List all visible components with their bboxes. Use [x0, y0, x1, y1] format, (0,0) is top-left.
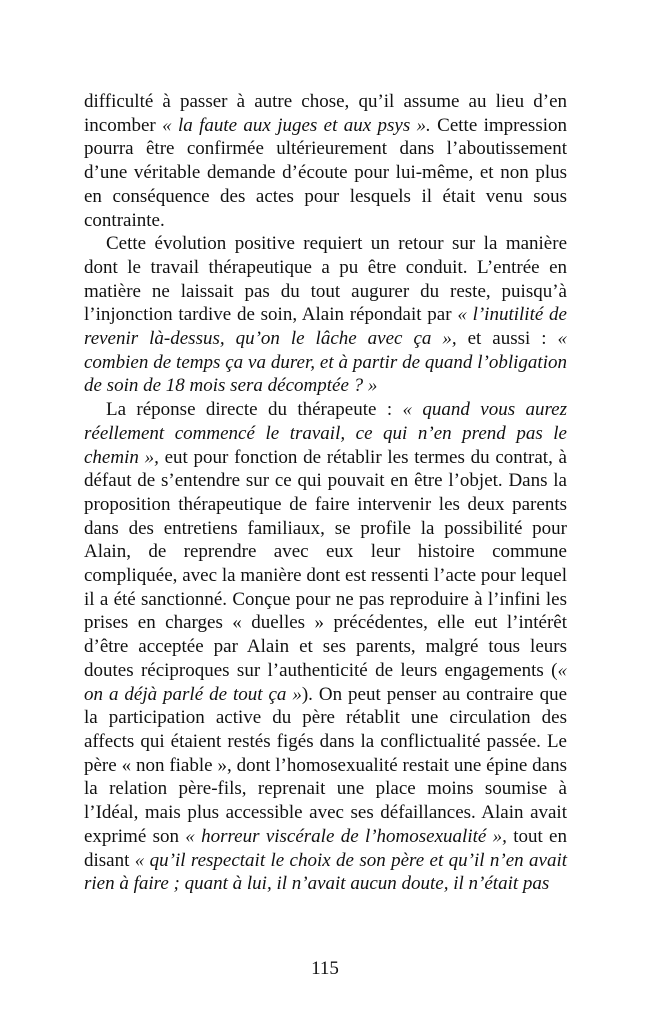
paragraph-3-segment: tout en disant: [84, 825, 567, 871]
page-body: [84, 90, 567, 896]
paragraph-3-italic-quote: « qu’il respectait le choix de son père et qu’il n’en avait rien à faire ; quant à lui, il n’avait aucun doute, il n’était pas: [84, 849, 567, 895]
paragraph-1: [84, 90, 567, 232]
paragraph-1-italic-quote: « la faute aux juges et aux psys ».: [162, 114, 431, 136]
paragraph-2-segment: et aussi :: [456, 328, 558, 350]
paragraph-3-segment: La réponse directe du thérapeute :: [106, 399, 403, 421]
paragraph-3-segment: eut pour fonction de rétablir les termes du contrat, à défaut de s’entendre sur ce qui pouvait en être l’objet. Dans la proposition thérapeutique de faire intervenir les deux parents dans des entretiens familiaux, se profile la possibilité pour Alain, de reprendre avec eux leur histoire commune compliquée, avec la manière dont est ressenti l’acte pour lequel il a été sanctionné. Conçue pour ne pas reproduire à l’infini les prises en charges « duelles » précédentes, elle eut l’intérêt d’être acceptée par Alain et ses parents, malgré tous leurs doutes réciproques sur l’authenticité de leurs engagements (: [84, 446, 567, 681]
paragraph-2: [84, 232, 567, 398]
paragraph-1-segment: difficulté à passer à autre chose, qu’il assume au lieu d’en incomber: [84, 91, 567, 136]
paragraph-3: [84, 398, 567, 896]
paragraph-2-italic-quote: « l’inutilité de revenir là-dessus, qu’on le lâche avec ça »,: [84, 304, 567, 350]
paragraph-3-italic-quote: « quand vous aurez réellement commencé le travail, ce qui n’en prend pas le chemin »,: [84, 399, 567, 468]
paragraph-3-italic-quote: « on a déjà parlé de tout ça »: [84, 659, 567, 705]
paragraph-1-segment: Cette impression pourra être confirmée ultérieurement dans l’aboutissement d’une véritable demande d’écoute pour lui-même, et non plus en conséquence des actes pour lesquels il était venu sous contrainte.: [84, 114, 567, 231]
paragraph-3-segment: ). On peut penser au contraire que la participation active du père rétablit une circulation des affects qui étaient restés figés dans la conflictualité passée. Le père « non fiable », dont l’homosexualité restait une épine dans la relation père-fils, reprenait une place moins soumise à l’Idéal, mais plus accessible avec ses défaillances. Alain avait exprimé son: [84, 683, 567, 847]
page-number: 115: [311, 958, 339, 979]
paragraph-3-italic-quote: « horreur viscérale de l’homosexualité »,: [185, 825, 507, 847]
paragraph-2-italic-quote: « combien de temps ça va durer, et à partir de quand l’obligation de soin de 18 mois sera décomptée ? »: [84, 328, 567, 397]
paragraph-2-segment: Cette évolution positive requiert un retour sur la manière dont le travail thérapeutique a pu être conduit. L’entrée en matière ne laissait pas du tout augurer du reste, puisqu’à l’injonction tardive de soin, Alain répondait par: [84, 233, 567, 326]
